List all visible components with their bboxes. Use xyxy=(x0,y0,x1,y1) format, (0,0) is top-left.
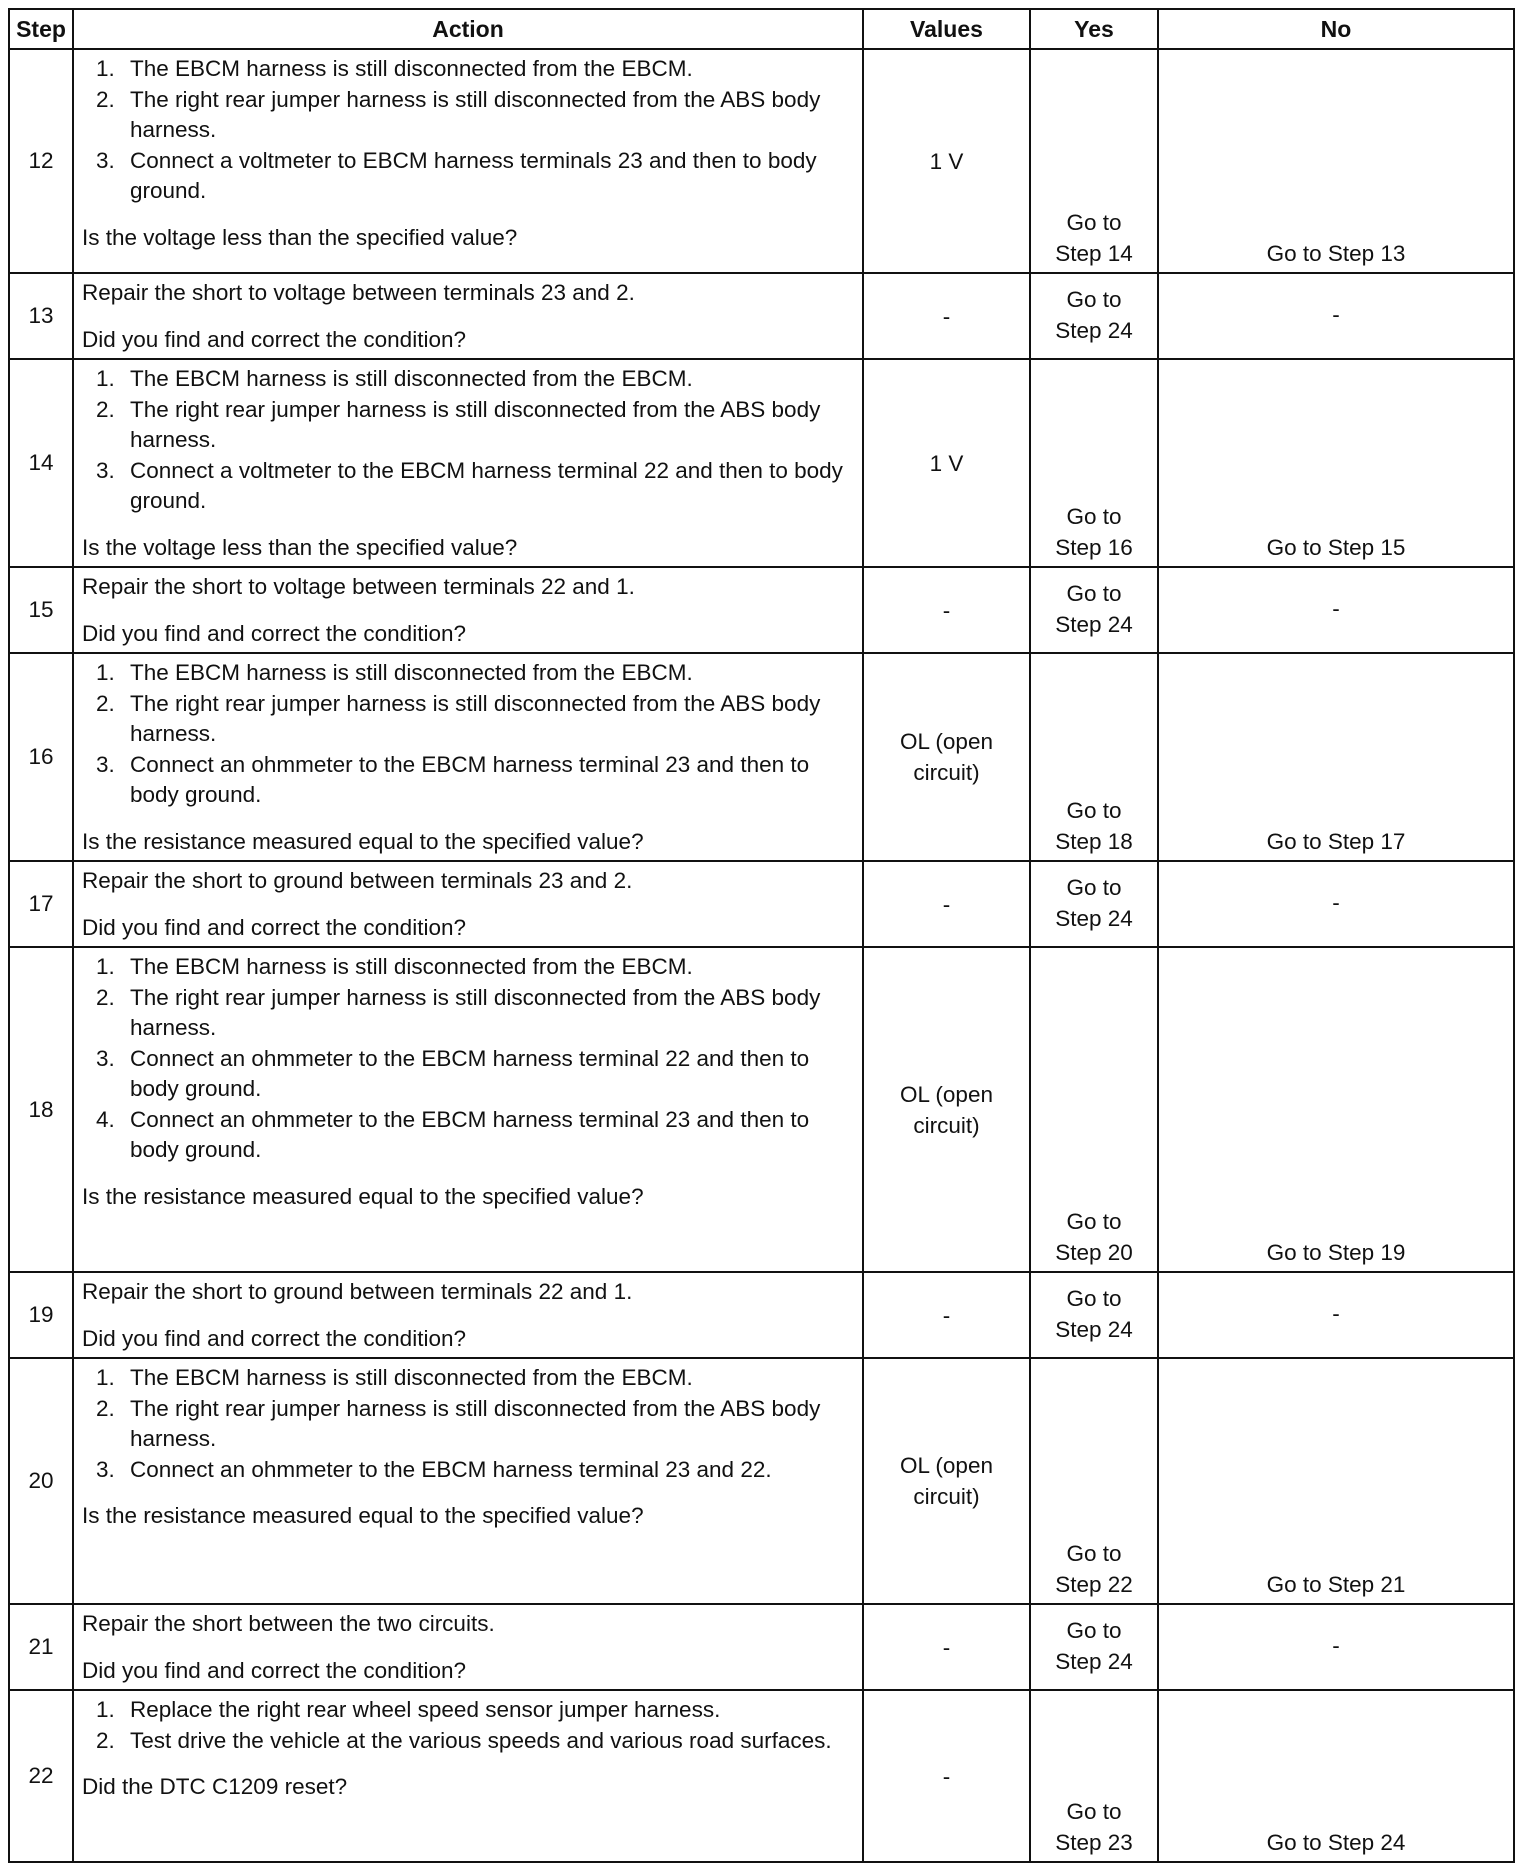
yes-outcome-text: Go to Step 16 xyxy=(1055,504,1133,560)
values-text: - xyxy=(942,1302,951,1328)
yes-outcome-text: Go to Step 24 xyxy=(1055,286,1133,343)
action-step-text: The right rear jumper harness is still disconnected from the ABS body harness. xyxy=(130,396,821,452)
action-cell xyxy=(73,1690,863,1862)
no-outcome-cell: Go to Step 17 xyxy=(1158,653,1514,861)
action-step-text: Test drive the vehicle at the various speeds and various road surfaces. xyxy=(130,1727,832,1753)
action-instruction: Repair the short between the two circuits. xyxy=(82,1611,495,1636)
action-step-number: 1. xyxy=(96,366,115,391)
action-step-item xyxy=(82,85,852,146)
no-outcome-cell: Go to Step 13 xyxy=(1158,49,1514,273)
table-row xyxy=(9,273,1514,359)
values-cell xyxy=(863,49,1030,273)
table-row xyxy=(9,49,1514,273)
action-instruction: Repair the short to voltage between terminals 23 and 2. xyxy=(82,280,635,305)
action-cell xyxy=(73,861,863,947)
action-step-text: The right rear jumper harness is still disconnected from the ABS body harness. xyxy=(130,1395,821,1451)
yes-outcome-cell xyxy=(1030,273,1158,359)
action-question: Did you find and correct the condition? xyxy=(82,326,466,352)
yes-outcome-cell xyxy=(1030,567,1158,653)
yes-outcome-cell xyxy=(1030,1358,1158,1604)
yes-outcome-text: Go to Step 18 xyxy=(1055,798,1133,854)
no-outcome-cell: - xyxy=(1158,1272,1514,1358)
header-no: No xyxy=(1158,9,1514,49)
step-number-cell: 18 xyxy=(9,947,73,1272)
action-step-text: Connect an ohmmeter to the EBCM harness terminal 22 and then to body ground. xyxy=(130,1045,810,1101)
action-step-item xyxy=(82,1455,852,1486)
action-step-number: 1. xyxy=(96,954,115,979)
action-step-number: 1. xyxy=(96,56,115,81)
action-step-list xyxy=(82,1695,852,1756)
action-step-text: Connect a voltmeter to EBCM harness terminals 23 and then to body ground. xyxy=(130,147,817,203)
action-step-text: The EBCM harness is still disconnected from the EBCM. xyxy=(130,1365,693,1390)
step-number-cell: 19 xyxy=(9,1272,73,1358)
table-row xyxy=(9,653,1514,861)
no-outcome-cell: Go to Step 24 xyxy=(1158,1690,1514,1862)
action-step-item xyxy=(82,1695,852,1726)
values-text: OL (open circuit) xyxy=(900,1453,993,1509)
action-step-list xyxy=(82,364,852,517)
action-step-number: 1. xyxy=(96,660,115,685)
diagnostic-table-sheet xyxy=(8,8,1513,1863)
action-step-item xyxy=(82,364,852,395)
yes-outcome-text: Go to Step 14 xyxy=(1055,210,1133,266)
action-step-number: 2. xyxy=(96,86,115,112)
header-step: Step xyxy=(9,9,73,49)
action-question: Did you find and correct the condition? xyxy=(82,1325,466,1351)
table-row xyxy=(9,861,1514,947)
values-text: - xyxy=(942,303,951,329)
values-cell xyxy=(863,653,1030,861)
step-number-cell: 14 xyxy=(9,359,73,567)
action-step-list xyxy=(82,54,852,207)
table-row xyxy=(9,1272,1514,1358)
action-step-number: 2. xyxy=(96,1727,115,1753)
no-outcome-cell: - xyxy=(1158,273,1514,359)
action-question: Is the voltage less than the specified value? xyxy=(82,534,518,560)
step-number-cell: 17 xyxy=(9,861,73,947)
action-step-text: Connect an ohmmeter to the EBCM harness terminal 23 and 22. xyxy=(130,1456,772,1482)
action-step-item xyxy=(82,1394,852,1455)
action-step-item xyxy=(82,54,852,85)
action-step-item xyxy=(82,395,852,456)
action-step-number: 2. xyxy=(96,690,115,716)
action-step-text: Connect a voltmeter to the EBCM harness terminal 22 and then to body ground. xyxy=(130,457,843,513)
values-cell xyxy=(863,273,1030,359)
values-text: - xyxy=(942,891,951,917)
step-number-cell: 15 xyxy=(9,567,73,653)
table-row xyxy=(9,1604,1514,1690)
table-row xyxy=(9,947,1514,1272)
no-outcome-cell: - xyxy=(1158,1604,1514,1690)
no-outcome-cell: Go to Step 21 xyxy=(1158,1358,1514,1604)
header-values: Values xyxy=(863,9,1030,49)
action-step-number: 1. xyxy=(96,1365,115,1390)
yes-outcome-text: Go to Step 24 xyxy=(1055,1285,1133,1342)
action-step-text: The right rear jumper harness is still disconnected from the ABS body harness. xyxy=(130,86,821,142)
values-cell xyxy=(863,1272,1030,1358)
action-instruction: Repair the short to voltage between terminals 22 and 1. xyxy=(82,574,635,599)
action-step-number: 3. xyxy=(96,147,115,173)
no-outcome-cell: - xyxy=(1158,861,1514,947)
values-text: - xyxy=(942,597,951,623)
action-question: Did the DTC C1209 reset? xyxy=(82,1774,348,1799)
step-number-cell: 12 xyxy=(9,49,73,273)
action-cell xyxy=(73,1604,863,1690)
yes-outcome-text: Go to Step 24 xyxy=(1055,874,1133,931)
values-cell xyxy=(863,1690,1030,1862)
values-cell xyxy=(863,1604,1030,1690)
action-question: Did you find and correct the condition? xyxy=(82,620,466,646)
action-cell xyxy=(73,653,863,861)
action-question: Did you find and correct the condition? xyxy=(82,914,466,940)
action-cell xyxy=(73,1272,863,1358)
yes-outcome-text: Go to Step 20 xyxy=(1055,1209,1133,1265)
header-yes: Yes xyxy=(1030,9,1158,49)
values-cell xyxy=(863,567,1030,653)
values-text: 1 V xyxy=(929,148,964,174)
action-cell xyxy=(73,1358,863,1604)
table-header-row xyxy=(9,9,1514,49)
action-step-text: The right rear jumper harness is still disconnected from the ABS body harness. xyxy=(130,690,821,746)
action-step-item xyxy=(82,1044,852,1105)
yes-outcome-cell xyxy=(1030,359,1158,567)
yes-outcome-cell xyxy=(1030,1690,1158,1862)
action-step-text: The EBCM harness is still disconnected from the EBCM. xyxy=(130,366,693,391)
action-step-number: 3. xyxy=(96,457,115,483)
step-number-cell: 20 xyxy=(9,1358,73,1604)
action-step-number: 2. xyxy=(96,1395,115,1421)
action-step-item xyxy=(82,146,852,207)
table-row xyxy=(9,359,1514,567)
action-step-item xyxy=(82,658,852,689)
values-text: OL (open circuit) xyxy=(900,1081,993,1138)
action-step-item xyxy=(82,983,852,1044)
table-row xyxy=(9,1358,1514,1604)
action-step-number: 4. xyxy=(96,1106,115,1132)
action-cell xyxy=(73,273,863,359)
action-question: Is the resistance measured equal to the specified value? xyxy=(82,1503,644,1528)
action-question: Is the resistance measured equal to the specified value? xyxy=(82,1183,644,1209)
action-instruction: Repair the short to ground between terminals 22 and 1. xyxy=(82,1279,633,1304)
yes-outcome-cell xyxy=(1030,1604,1158,1690)
action-step-text: The EBCM harness is still disconnected from the EBCM. xyxy=(130,660,693,685)
action-step-list xyxy=(82,658,852,811)
action-step-number: 2. xyxy=(96,984,115,1010)
values-cell xyxy=(863,1358,1030,1604)
table-row xyxy=(9,1690,1514,1862)
action-question: Is the resistance measured equal to the specified value? xyxy=(82,828,644,854)
yes-outcome-cell xyxy=(1030,947,1158,1272)
values-cell xyxy=(863,359,1030,567)
yes-outcome-cell xyxy=(1030,861,1158,947)
action-step-number: 3. xyxy=(96,751,115,777)
action-step-item xyxy=(82,750,852,811)
action-step-item xyxy=(82,689,852,750)
action-step-text: Connect an ohmmeter to the EBCM harness terminal 23 and then to body ground. xyxy=(130,1106,810,1162)
action-step-number: 3. xyxy=(96,1456,115,1482)
yes-outcome-cell xyxy=(1030,653,1158,861)
action-step-number: 2. xyxy=(96,396,115,422)
values-cell xyxy=(863,947,1030,1272)
action-step-text: Replace the right rear wheel speed sensor jumper harness. xyxy=(130,1697,721,1722)
action-step-item xyxy=(82,952,852,983)
action-cell xyxy=(73,359,863,567)
action-cell xyxy=(73,49,863,273)
values-text: - xyxy=(942,1763,951,1789)
action-question: Did you find and correct the condition? xyxy=(82,1657,466,1683)
table-body xyxy=(9,49,1514,1862)
diagnostic-table xyxy=(8,8,1515,1863)
action-step-item xyxy=(82,1363,852,1394)
step-number-cell: 16 xyxy=(9,653,73,861)
action-question: Is the voltage less than the specified value? xyxy=(82,224,518,250)
action-cell xyxy=(73,567,863,653)
action-step-list xyxy=(82,1363,852,1485)
yes-outcome-cell xyxy=(1030,49,1158,273)
action-instruction: Repair the short to ground between terminals 23 and 2. xyxy=(82,868,633,893)
action-cell xyxy=(73,947,863,1272)
no-outcome-cell: Go to Step 15 xyxy=(1158,359,1514,567)
no-outcome-cell: - xyxy=(1158,567,1514,653)
values-text: OL (open circuit) xyxy=(900,729,993,785)
table-row xyxy=(9,567,1514,653)
action-step-item xyxy=(82,1105,852,1166)
yes-outcome-text: Go to Step 24 xyxy=(1055,580,1133,637)
yes-outcome-cell xyxy=(1030,1272,1158,1358)
no-outcome-cell: Go to Step 19 xyxy=(1158,947,1514,1272)
values-text: 1 V xyxy=(929,450,964,476)
yes-outcome-text: Go to Step 22 xyxy=(1055,1541,1133,1597)
action-step-number: 1. xyxy=(96,1697,115,1722)
header-action: Action xyxy=(73,9,863,49)
action-step-item xyxy=(82,1726,852,1757)
step-number-cell: 22 xyxy=(9,1690,73,1862)
yes-outcome-text: Go to Step 24 xyxy=(1055,1617,1133,1674)
action-step-text: Connect an ohmmeter to the EBCM harness terminal 23 and then to body ground. xyxy=(130,751,810,807)
action-step-text: The right rear jumper harness is still disconnected from the ABS body harness. xyxy=(130,984,821,1040)
action-step-number: 3. xyxy=(96,1045,115,1071)
action-step-item xyxy=(82,456,852,517)
step-number-cell: 21 xyxy=(9,1604,73,1690)
action-step-text: The EBCM harness is still disconnected from the EBCM. xyxy=(130,954,693,979)
action-step-text: The EBCM harness is still disconnected from the EBCM. xyxy=(130,56,693,81)
action-step-list xyxy=(82,952,852,1166)
values-cell xyxy=(863,861,1030,947)
step-number-cell: 13 xyxy=(9,273,73,359)
values-text: - xyxy=(942,1634,951,1660)
yes-outcome-text: Go to Step 23 xyxy=(1055,1799,1133,1855)
